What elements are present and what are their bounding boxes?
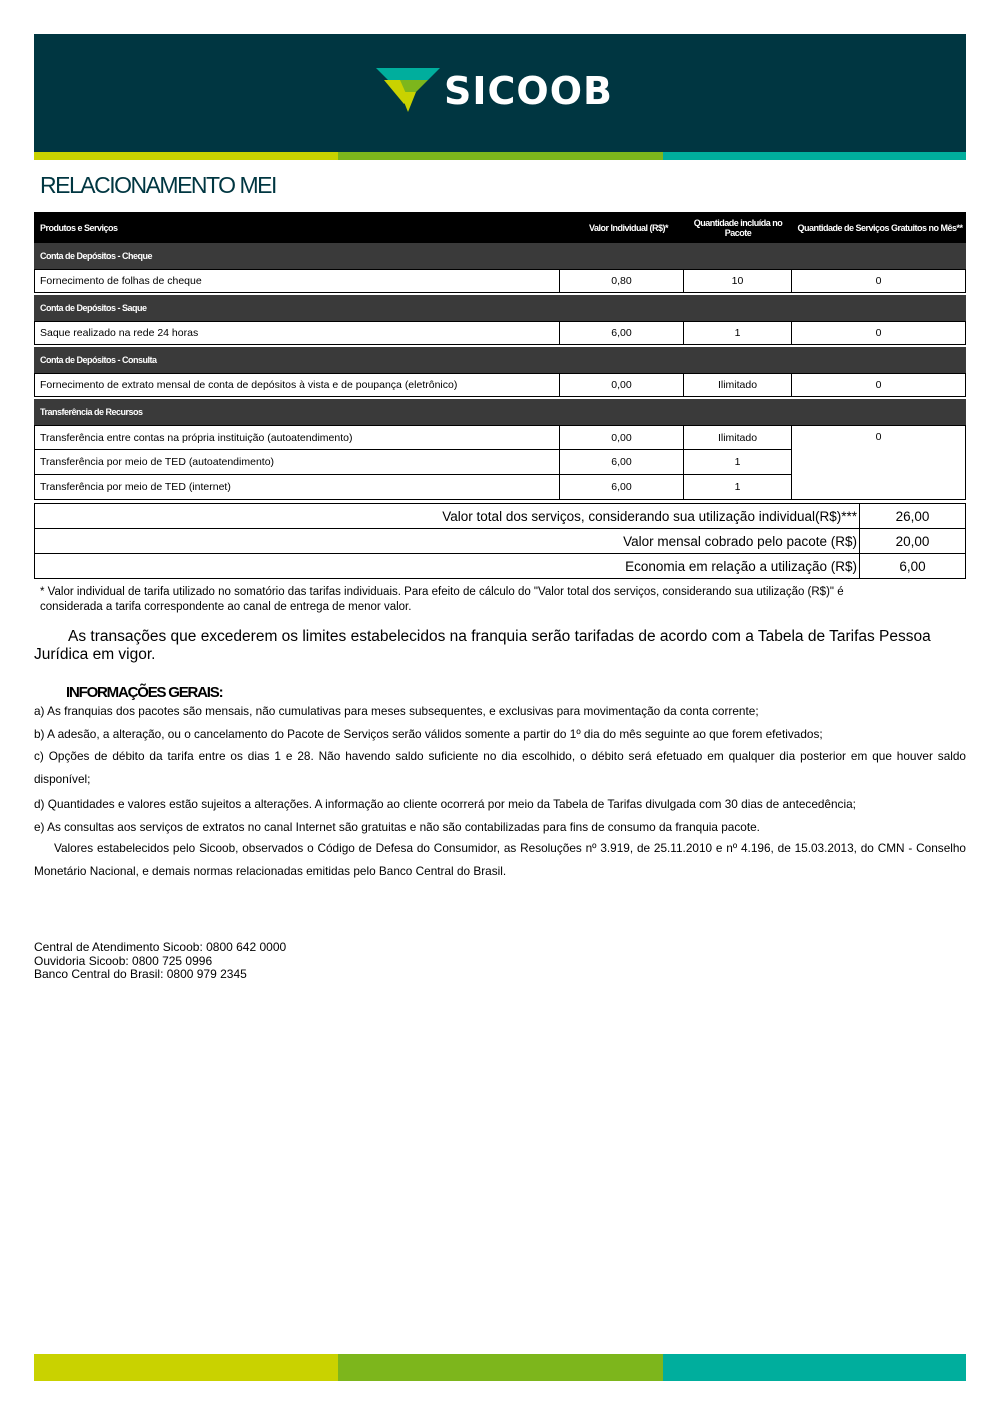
table-row-valor: 0,00 — [559, 425, 684, 450]
contact-bacen: Banco Central do Brasil: 0800 979 2345 — [34, 967, 247, 981]
info-valores: Valores estabelecidos pelo Sicoob, observados o Código de Defesa do Consumidor, as Resoluções nº 3.919, de 25.11.2010 e nº 4.196, de 15.03.2013, do CMN - Conselho Monetário Nacional, e demais normas relacionadas emitidas pelo Banco Central do Brasil. — [34, 841, 966, 878]
brand-name: SICOOB — [444, 69, 613, 113]
table-row-gratis: 0 — [791, 373, 966, 397]
table-row-qtd: Ilimitado — [683, 425, 792, 450]
table-row-desc: Transferência por meio de TED (autoatendimento) — [34, 449, 560, 475]
info-item-a: a) As franquias dos pacotes são mensais, não cumulativas para meses subsequentes, e exclusivas para movimentação da conta corrente; — [34, 704, 759, 718]
table-header — [34, 212, 966, 243]
table-row-valor: 6,00 — [559, 321, 684, 345]
brand-header — [34, 34, 966, 152]
info-title: INFORMAÇÕES GERAIS: — [66, 684, 223, 701]
table-row-qtd: Ilimitado — [683, 373, 792, 397]
table-row-qtd: 1 — [683, 449, 792, 475]
stripe-bottom-green — [338, 1354, 663, 1381]
stripe-top-green — [338, 152, 663, 160]
info-item-c: c) Opções de débito da tarifa entre os dias 1 e 28. Não havendo saldo suficiente no dia escolhido, o débito será efetuado em qualquer dia posterior em que houver saldo disponível; — [34, 749, 966, 786]
section-saque — [34, 295, 966, 321]
header-produtos: Produtos e Serviços — [40, 222, 118, 233]
summary-pacote-value: 20,00 — [859, 528, 966, 554]
table-row-desc: Transferência entre contas na própria instituição (autoatendimento) — [34, 425, 560, 450]
footnote-line-2: considerada a tarifa correspondente ao canal de entrega de menor valor. — [40, 601, 412, 613]
page-title: RELACIONAMENTO MEI — [40, 172, 276, 198]
table-row-gratis: 0 — [791, 321, 966, 345]
table-row-qtd: 1 — [683, 321, 792, 345]
table-row-desc: Saque realizado na rede 24 horas — [34, 321, 560, 345]
table-row-valor: 6,00 — [559, 449, 684, 475]
section-title: Transferência de Recursos — [40, 407, 143, 417]
summary-economia-label: Economia em relação a utilização (R$) — [34, 553, 860, 579]
section-cheque — [34, 243, 966, 269]
stripe-top-lime — [34, 152, 338, 160]
header-quantidade-pacote: Quantidade incluída no Pacote — [693, 217, 783, 238]
table-row-desc: Transferência por meio de TED (internet) — [34, 474, 560, 500]
contacts — [34, 941, 286, 982]
stripe-bottom-turquoise — [663, 1354, 966, 1381]
table-row-gratis: 0 — [791, 425, 966, 500]
table-row-desc: Fornecimento de extrato mensal de conta de depósitos à vista e de poupança (eletrônico) — [34, 373, 560, 397]
summary-total-value: 26,00 — [859, 503, 966, 529]
section-transferencia — [34, 399, 966, 425]
table-row-qtd: 10 — [683, 269, 792, 293]
header-gratuitos: Quantidade de Serviços Gratuitos no Mês** — [797, 222, 963, 233]
summary-economia-value: 6,00 — [859, 553, 966, 579]
table-row-qtd: 1 — [683, 474, 792, 500]
contact-ouvidoria: Ouvidoria Sicoob: 0800 725 0996 — [34, 953, 213, 968]
stripe-top-turquoise — [663, 152, 966, 160]
summary-total-label: Valor total dos serviços, considerando sua utilização individual(R$)*** — [34, 503, 860, 529]
section-title: Conta de Depósitos - Consulta — [40, 355, 157, 365]
footnote-line-1: * Valor individual de tarifa utilizado no somatório das tarifas individuais. Para efeito de cálculo do "Valor total dos serviços, considerando sua utilização (R$)" é — [40, 586, 844, 598]
contact-central: Central de Atendimento Sicoob: 0800 642 0000 — [34, 940, 287, 954]
table-row-valor: 0,00 — [559, 373, 684, 397]
transacoes-text: As transações que excederem os limites estabelecidos na franquia serão tarifadas de acordo com a Tabela de Tarifas Pessoa Jurídica em vigor. — [34, 628, 931, 663]
section-title: Conta de Depósitos - Saque — [40, 303, 147, 313]
info-item-e: e) As consultas aos serviços de extratos no canal Internet são gratuitas e não são contabilizadas para fins de consumo da franquia pacote. — [34, 820, 760, 834]
header-valor-individual: Valor Individual (R$)* — [588, 222, 668, 233]
transacoes-note — [34, 628, 966, 664]
table-row-valor: 6,00 — [559, 474, 684, 500]
summary-pacote-label: Valor mensal cobrado pelo pacote (R$) — [34, 528, 860, 554]
stripe-bottom-lime — [34, 1354, 338, 1381]
section-title: Conta de Depósitos - Cheque — [40, 251, 153, 261]
table-row-desc: Fornecimento de folhas de cheque — [34, 269, 560, 293]
section-consulta — [34, 347, 966, 373]
table-row-valor: 0,80 — [559, 269, 684, 293]
table-row-gratis: 0 — [791, 269, 966, 293]
info-item-d: d) Quantidades e valores estão sujeitos a alterações. A informação ao cliente ocorrerá por meio da Tabela de Tarifas divulgada com 30 dias de antecedência; — [34, 797, 856, 811]
sicoob-logo — [376, 68, 613, 114]
info-item-b: b) A adesão, a alteração, ou o cancelamento do Pacote de Serviços serão válidos somente a partir do 1º dia do mês seguinte ao que forem efetivados; — [34, 727, 823, 741]
sicoob-logo-icon — [376, 68, 440, 114]
